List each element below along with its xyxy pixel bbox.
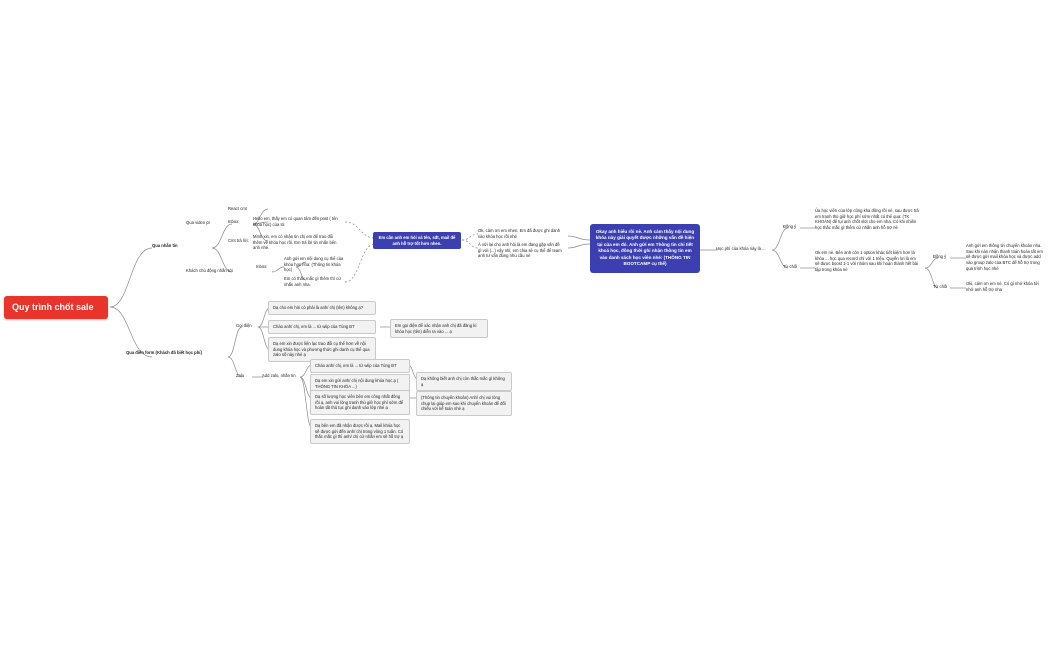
node-qua-video-pr[interactable]: Qua video pr (186, 220, 210, 225)
node-khach-chu-dong[interactable]: Khách chủ động nhắn tới (186, 268, 233, 273)
node-cmt-tra-loi-text: Mình xin, em có nhận tin chị em để trao đổi thêm về khóa học rồi. Em trả lời tin nhắn bên anh nhé. (253, 234, 337, 251)
node-inbox-1-text: Hello em, thấy em có quan tâm đến post ( tên khóa học) của tớ. (253, 216, 338, 227)
node-goi-dien-2: Chào anh/ chị, em là ... từ wiip của Tùng BT (268, 320, 376, 334)
node-collect-contact-note: Em cần anh em hỏi và tên, sđt, mail để anh hỗ trợ tốt hơn nhen. (373, 232, 461, 249)
node-inbox-2-text-1: Anh gửi em nội dung cụ thể của khóa học nha: (Thông tin khóa học) (284, 256, 344, 273)
node-dong-y-1-text: Ủa học viên của lớp cũng kha đông rồi nè, sau được trả em tranh thủ giữ học phí sớm nhất có thể qua: (TK KHOẢN) để tụi anh chốt slot cho em nha. Có khi nhiên học thắc mắc gì thêm cứ nhắn anh hỗ trợ nè (815, 208, 919, 231)
node-tu-choi-1-text: Ok em nè. Bên anh còn 1 option khác tiết kiệm hơn là khóa ... học qua record chỉ với 1 triệu. Quyền lợi là em sẽ được boost 1-1 với nhóm sau khi hoàn thành hết bài tập trong khóa nè (815, 250, 919, 273)
node-dong-y-2[interactable]: Đồng ý (933, 254, 947, 259)
node-cmt-tra-loi[interactable]: Cmt trả lời: (228, 238, 249, 243)
node-dong-y-1[interactable]: Đồng ý (783, 224, 797, 229)
node-zalo-6: (Thông tin chuyển khoản) Anh/ chị vui lòng chụp lại giúp em sao khi chuyển khoản để đối chiếu với kế toán nhé ạ (416, 391, 512, 416)
node-inbox-2[interactable]: Inbox: (256, 264, 268, 269)
branch-qua-nhan-tin[interactable]: Qua nhắn tin (152, 243, 178, 248)
node-okay-anh-hieu-bootcamp: Okay anh hiểu rồi nè. Anh cảm thấy nội dung khóa này giải quyết được những vấn đề hiện tại của em đó. Anh gửi em Thông tin chi tiết khoá học, đồng thời ghi nhận thông tin em vào danh sách học viên nhé: (THÔNG TIN BOOTCAMP cụ thể) (590, 224, 700, 273)
node-goi-dien-1: Dạ cho em hỏi có phải là anh/ chị (tên) không ạ? (268, 301, 376, 315)
node-zalo-3: Dạ số lượng học viên bên em công nhất đông rồi ạ, anh vui lòng tranh thủ giữ học phí sớm để hoàn tất thủ tục ghi danh vào lớp nhé ạ (310, 390, 410, 415)
root-node[interactable]: Quy trình chốt sale (4, 296, 108, 319)
node-tu-choi-1[interactable]: Từ chối (783, 264, 798, 269)
node-add-zalo-nhan-tin[interactable]: Add zalo, nhắn tin (262, 373, 296, 378)
node-goi-dien-3: Dạ em xin được liên lạc trao đổi cụ thể hơn về nội dung khóa học và phương thức ghi danh cụ thể qua zalo số này nhé ạ (268, 337, 376, 362)
node-inbox-1[interactable]: Inbox: (228, 219, 240, 224)
node-zalo-5: Dạ không biết anh chị còn thắc mắc gì không ạ (416, 372, 512, 391)
node-tu-choi-2-text: Oki, cảm ơn em nè. Có gì nhớ khóa tới nhớ anh hỗ trợ nha (966, 281, 1039, 292)
node-goi-dien[interactable]: Gọi điện (236, 323, 252, 328)
node-inbox-2-text-2: Em có thắc mắc gì thêm thì cứ nhắn anh nha. (284, 276, 342, 287)
node-zalo-1-2: Chào anh/ chị, em là ... từ wiip của Tùng BT (310, 359, 410, 373)
node-zalo-4: Dạ bên em đã nhận được rồi ạ. Mail khóa học sẽ được gửi đến anh/ chị trong vòng 1 tuần. Có thắc mắc gì thì anh/ chị cứ nhắn em sẽ hỗ trợ ạ (310, 419, 410, 444)
node-tu-choi-2[interactable]: Từ chối (933, 284, 948, 289)
node-a-voi-lai: À với lại cho anh hỏi là em đang gặp vấn đề gì với (...) vậy nhỉ, em chia sẻ cụ thể để team anh tư vấn đúng nhu cầu nè (478, 242, 562, 259)
node-zalo-2: Dạ em xin gửi anh/ chị nội dung khóa học ạ ( THÔNG TIN KHÓA ...) (310, 374, 410, 393)
branch-qua-dien-form[interactable]: Qua điền form (Khách đã biết học phí) (126, 350, 202, 355)
node-goi-dien-4: Em gọi điện để xác nhận anh chị đã đăng kí khóa học (tên) diễn ra vào ... ạ (390, 319, 488, 338)
node-react-cmt[interactable]: React cmt (228, 206, 247, 211)
node-hoc-phi: Học phí của khóa này là ... (716, 246, 766, 251)
node-ok-cam-on: Ok, cảm ơn em nhen. Em đã được ghi danh vào khóa học rồi nhé (478, 228, 561, 239)
node-zalo[interactable]: Zalo (236, 373, 245, 378)
node-dong-y-2-text: Anh gửi em thông tin chuyển khoản nha. Sau khi nàn nhận thanh toán hoàn tất em sẽ được gửi mail khóa học và được add vào group zalo của BTC để hỗ trợ trong quá trình học nhé (966, 243, 1043, 271)
